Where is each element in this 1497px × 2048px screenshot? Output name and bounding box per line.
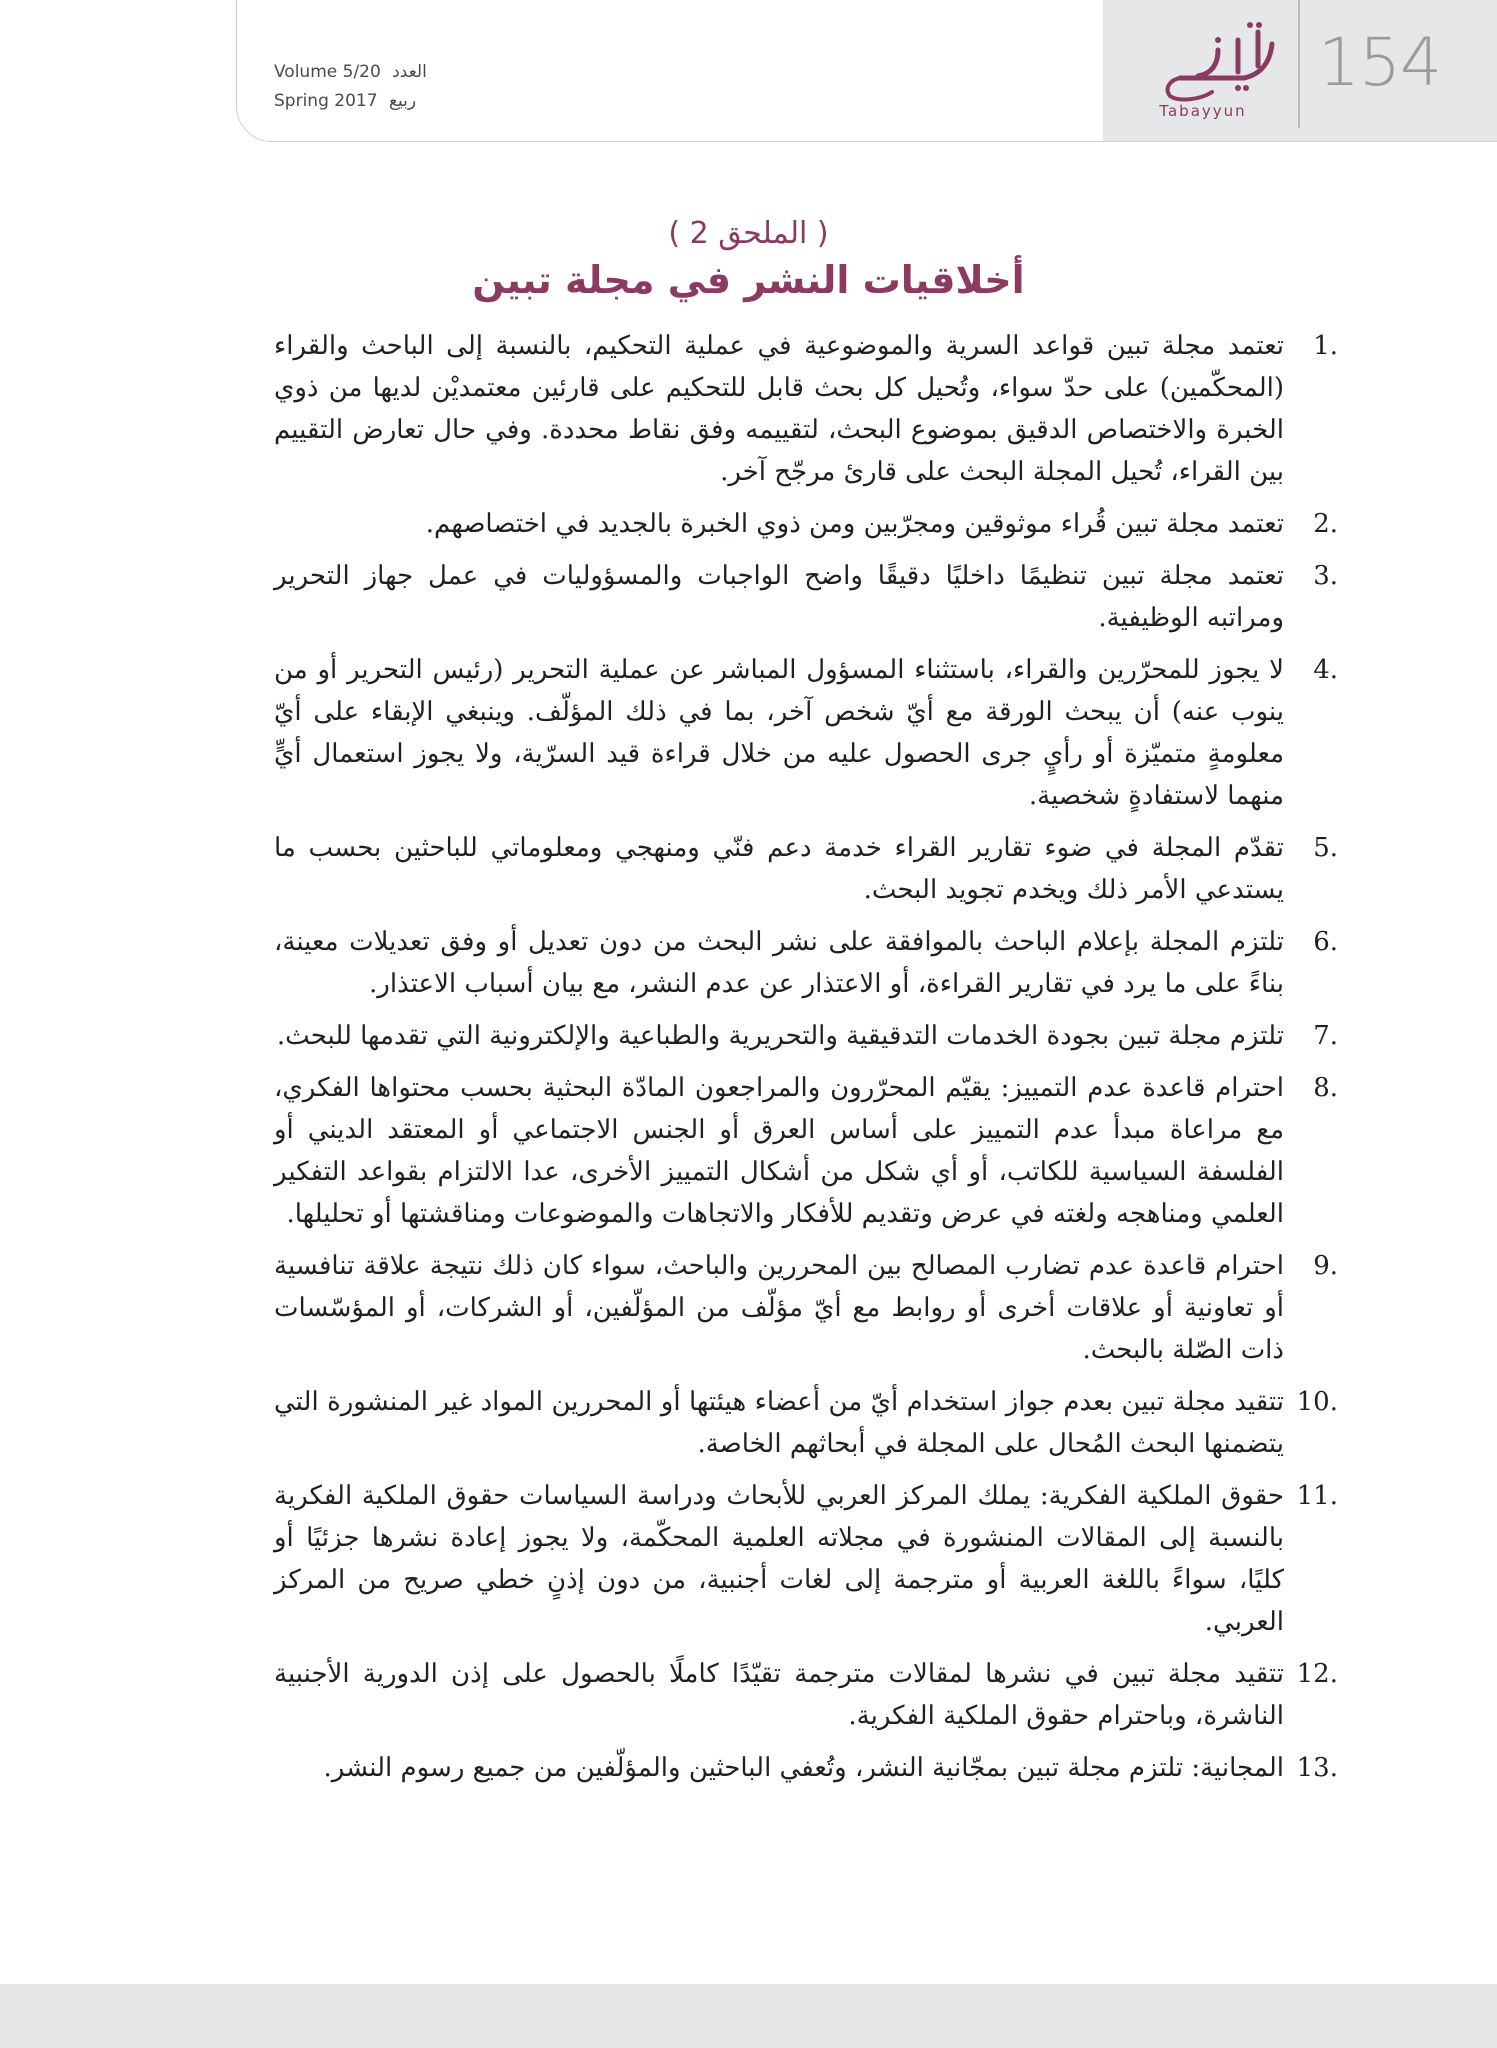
rule-item-4 — [274, 649, 1338, 817]
rule-number: 3. — [1313, 561, 1338, 591]
rule-item-7 — [274, 1015, 1338, 1057]
volume-line — [274, 58, 427, 87]
rule-number: 6. — [1313, 927, 1338, 957]
rule-number: 4. — [1313, 655, 1338, 685]
rule-text: تقدّم المجلة في ضوء تقارير القراء خدمة دعم فنّي ومنهجي ومعلوماتي للباحثين بحسب ما يستدعي الأمر ذلك ويخدم تجويد البحث. — [274, 833, 1284, 905]
rule-text: حقوق الملكية الفكرية: يملك المركز العربي للأبحاث ودراسة السياسات حقوق الملكية الفكرية بالنسبة إلى المقالات المنشورة في مجلاته العلمية المحكّمة، ولا يجوز إعادة نشرها جزئيًا أو كليًا، سواءً باللغة العربية أو مترجمة إلى لغات أجنبية، من دون إذنٍ خطي صريح من المركز العربي. — [274, 1481, 1284, 1637]
header-divider — [1298, 0, 1300, 128]
season-ar: ربيع — [388, 91, 417, 111]
rule-item-10 — [274, 1381, 1338, 1465]
rule-text: تعتمد مجلة تبين قواعد السرية والموضوعية في عملية التحكيم، بالنسبة إلى الباحث والقراء (المحكّمين) على حدّ سواء، وتُحيل كل بحث قابل للتحكيم على قارئين معتمديْن لديها من ذوي الخبرة والاختصاص الدقيق بموضوع البحث، لتقييمه وفق نقاط محددة. وفي حال تعارض التقييم بين القراء، تُحيل المجلة البحث على قارئ مرجّح آخر. — [274, 331, 1284, 487]
rule-number: 5. — [1313, 833, 1338, 863]
ethics-rules-list — [274, 325, 1338, 1799]
page-header — [0, 0, 1497, 141]
rule-item-13 — [274, 1747, 1338, 1789]
rule-text: احترام قاعدة عدم التمييز: يقيّم المحرّرون والمراجعون المادّة البحثية بحسب محتواها الفكري، مع مراعاة مبدأ عدم التمييز على أساس العرق أو الجنس الاجتماعي أو المعتقد الديني أو الفلسفة السياسية للكاتب، أو أي شكل من أشكال التمييز الأخرى، عدا الالتزام بقواعد التفكير العلمي ومناهجه ولغته في عرض وتقديم للأفكار والاتجاهات والموضوعات ومناقشتها أو تحليلها. — [274, 1073, 1284, 1229]
rule-text: لا يجوز للمحرّرين والقراء، باستثناء المسؤول المباشر عن عملية التحرير (رئيس التحرير أو من ينوب عنه) أن يبحث الورقة مع أيّ شخص آخر، بما في ذلك المؤلّف. وينبغي الإبقاء على أيّ معلومةٍ متميّزة أو رأيٍ جرى الحصول عليه من خلال قراءة قيد السرّية، ولا يجوز استعمال أيٍّ منهما لاستفادةٍ شخصية. — [274, 655, 1285, 811]
rule-text: تعتمد مجلة تبين قُراء موثوقين ومجرّبين ومن ذوي الخبرة بالجديد في اختصاصهم. — [425, 509, 1284, 539]
rule-item-2 — [274, 503, 1338, 545]
rule-number: 8. — [1313, 1073, 1338, 1103]
volume-ar: العدد — [392, 62, 427, 82]
rule-text: تلتزم مجلة تبين بجودة الخدمات التدقيقية والتحريرية والطباعية والإلكترونية التي تقدمها للبحث. — [276, 1021, 1284, 1051]
rule-number: 9. — [1313, 1251, 1338, 1281]
rule-number: 12. — [1296, 1659, 1338, 1689]
season-en: Spring 2017 — [274, 91, 378, 111]
rule-item-6 — [274, 921, 1338, 1005]
rule-text: المجانية: تلتزم مجلة تبين بمجّانية النشر، وتُعفي الباحثين والمؤلّفين من جميع رسوم النشر. — [323, 1753, 1284, 1783]
rule-item-3 — [274, 555, 1338, 639]
rule-item-11 — [274, 1475, 1338, 1643]
rule-text: تلتزم المجلة بإعلام الباحث بالموافقة على نشر البحث من دون تعديل أو وفق تعديلات معينة، بناءً على ما يرد في تقارير القراءة، أو الاعتذار عن عدم النشر، مع بيان أسباب الاعتذار. — [274, 927, 1284, 999]
rule-number: 10. — [1296, 1387, 1338, 1417]
rule-number: 1. — [1313, 331, 1338, 361]
rule-item-9 — [274, 1245, 1338, 1371]
appendix-label: ( الملحق 2 ) — [668, 216, 829, 251]
rule-number: 7. — [1313, 1021, 1338, 1051]
rule-number: 13. — [1296, 1753, 1338, 1783]
rule-text: تتقيد مجلة تبين بعدم جواز استخدام أيّ من أعضاء هيئتها أو المحررين المواد غير المنشورة التي يتضمنها البحث المُحال على المجلة في أبحاثهم الخاصة. — [274, 1387, 1284, 1459]
rule-item-5 — [274, 827, 1338, 911]
rule-item-8 — [274, 1067, 1338, 1235]
rule-text: تتقيد مجلة تبين في نشرها لمقالات مترجمة تقيّدًا كاملًا بالحصول على إذن الدورية الأجنبية الناشرة، وباحترام حقوق الملكية الفكرية. — [274, 1659, 1284, 1731]
issue-info — [274, 58, 427, 116]
rule-item-12 — [274, 1653, 1338, 1737]
page-number: 154 — [1318, 24, 1441, 101]
rule-item-1 — [274, 325, 1338, 493]
logo-wordmark: Tabayyun — [1159, 102, 1247, 120]
tabayyun-logo-icon — [1140, 22, 1280, 102]
journal-logo — [1128, 22, 1288, 126]
footer-band — [0, 1984, 1497, 2048]
rule-number: 11. — [1296, 1481, 1338, 1511]
volume-en: Volume 5/20 — [274, 62, 381, 82]
rule-text: تعتمد مجلة تبين تنظيمًا داخليًا دقيقًا واضح الواجبات والمسؤوليات في عمل جهاز التحرير ومراتبه الوظيفية. — [274, 561, 1284, 633]
page-title: أخلاقيات النشر في مجلة تبين — [472, 258, 1025, 302]
rule-text: احترام قاعدة عدم تضارب المصالح بين المحررين والباحث، سواء كان ذلك نتيجة علاقة تنافسية أو تعاونية أو علاقات أخرى أو روابط مع أيّ مؤلّف من المؤلّفين، أو الشركات، أو المؤسّسات ذات الصّلة بالبحث. — [274, 1251, 1284, 1365]
season-line — [274, 87, 427, 116]
rule-number: 2. — [1313, 509, 1338, 539]
